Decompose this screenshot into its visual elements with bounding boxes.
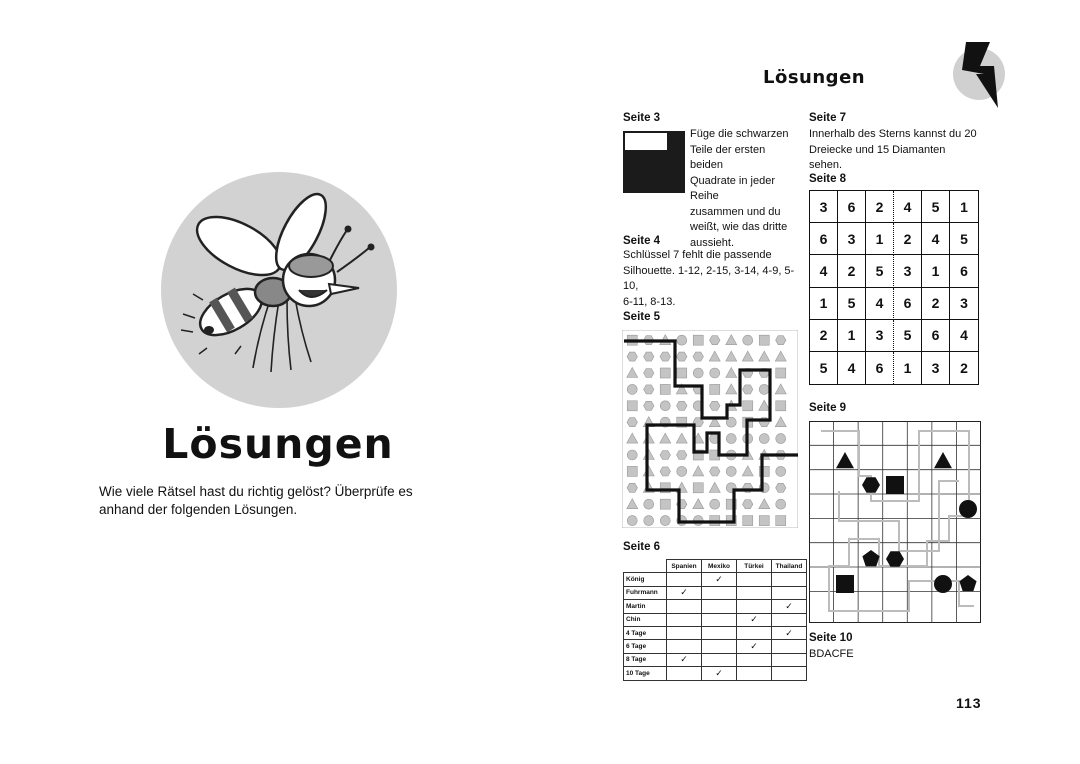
logic-row-label: Chin	[624, 613, 667, 626]
sudoku-cell: 4	[894, 191, 922, 223]
seite5-maze	[622, 330, 798, 528]
sudoku-cell: 6	[922, 320, 950, 352]
logic-cell	[667, 667, 702, 680]
sudoku-cell: 4	[838, 352, 866, 384]
logic-cell	[667, 640, 702, 653]
logic-cell	[772, 586, 807, 599]
logic-row	[624, 613, 807, 626]
logic-row	[624, 586, 807, 599]
sudoku-cell: 4	[810, 255, 838, 287]
page-number: 113	[956, 695, 982, 711]
seite9-heading: Seite 9	[809, 402, 847, 414]
logic-cell	[667, 626, 702, 639]
seite3-square-figure	[623, 131, 685, 193]
sudoku-cell: 5	[894, 320, 922, 352]
sudoku-cell: 4	[922, 223, 950, 255]
logic-col-header: Thailand	[772, 560, 807, 573]
seite3-heading: Seite 3	[623, 112, 661, 124]
sudoku-cell: 6	[950, 255, 978, 287]
circle-shape	[959, 500, 977, 518]
lightning-icon	[958, 40, 1008, 110]
page-title: Lösungen	[162, 420, 394, 468]
seite9-shape-grid	[809, 421, 981, 623]
check-mark: ✓	[702, 573, 737, 586]
sudoku-cell: 3	[866, 320, 894, 352]
circle-shape	[934, 575, 952, 593]
sudoku-cell: 3	[838, 223, 866, 255]
logic-row-label: 8 Tage	[624, 653, 667, 666]
sudoku-cell: 1	[810, 288, 838, 320]
logic-cell	[772, 640, 807, 653]
logic-cell	[702, 626, 737, 639]
check-mark: ✓	[737, 640, 772, 653]
logic-row	[624, 667, 807, 680]
logic-col-header: Mexiko	[702, 560, 737, 573]
mosquito-illustration	[161, 172, 401, 412]
sudoku-cell: 5	[838, 288, 866, 320]
logic-cell	[737, 600, 772, 613]
logic-row-label: 4 Tage	[624, 626, 667, 639]
sudoku-cell: 1	[950, 191, 978, 223]
check-mark: ✓	[702, 667, 737, 680]
logic-col-header: Türkei	[737, 560, 772, 573]
section-title: Lösungen	[763, 67, 866, 88]
logic-cell	[772, 653, 807, 666]
sudoku-cell: 2	[838, 255, 866, 287]
sudoku-cell: 3	[810, 191, 838, 223]
sudoku-cell: 6	[838, 191, 866, 223]
logic-cell	[702, 586, 737, 599]
seite8-heading: Seite 8	[809, 173, 847, 185]
logic-cell	[702, 653, 737, 666]
intro-text: Wie viele Rätsel hast du richtig gelöst? Überprüfe es anhand der folgenden Lösungen.	[99, 484, 413, 517]
logic-row-label: Fuhrmann	[624, 586, 667, 599]
seite6-heading: Seite 6	[623, 541, 661, 553]
logic-cell	[772, 573, 807, 586]
sudoku-cell: 3	[894, 255, 922, 287]
sudoku-cell: 4	[866, 288, 894, 320]
sudoku-cell: 6	[810, 223, 838, 255]
seite4-text: Schlüssel 7 fehlt die passende Silhouette. 1-12, 2-15, 3-14, 4-9, 5-10, 6-11, 8-13.	[623, 249, 795, 308]
logic-cell	[737, 667, 772, 680]
logic-cell	[667, 600, 702, 613]
seite3-text: Füge die schwarzen Teile der ersten beiden Quadrate in jeder Reihe zusammen und du weißt, wie das dritte aussieht.	[690, 128, 789, 249]
logic-row	[624, 640, 807, 653]
logic-cell	[772, 613, 807, 626]
sudoku-cell: 5	[922, 191, 950, 223]
sudoku-cell: 3	[922, 352, 950, 384]
logic-cell	[737, 626, 772, 639]
seite6-logic-table	[623, 559, 807, 681]
sudoku-cell: 3	[950, 288, 978, 320]
seite5-heading: Seite 5	[623, 311, 661, 323]
logic-row-label: 10 Tage	[624, 667, 667, 680]
sudoku-cell: 2	[894, 223, 922, 255]
sudoku-cell: 5	[866, 255, 894, 287]
sudoku-cell: 4	[950, 320, 978, 352]
sudoku-cell: 5	[810, 352, 838, 384]
logic-row	[624, 600, 807, 613]
sudoku-cell: 5	[950, 223, 978, 255]
logic-header-row	[624, 560, 807, 573]
sudoku-cell: 2	[922, 288, 950, 320]
logic-cell	[737, 653, 772, 666]
seite8-sudoku-grid	[809, 190, 979, 385]
logic-cell	[737, 573, 772, 586]
sudoku-cell: 2	[810, 320, 838, 352]
logic-cell	[702, 613, 737, 626]
logic-cell	[702, 640, 737, 653]
seite10-answer: BDACFE	[809, 648, 854, 660]
logic-row	[624, 573, 807, 586]
seite10-heading: Seite 10	[809, 632, 853, 644]
sudoku-cell: 2	[960, 359, 968, 376]
check-mark: ✓	[667, 653, 702, 666]
sudoku-cell: 1	[838, 320, 866, 352]
logic-row	[624, 653, 807, 666]
logic-cell	[737, 586, 772, 599]
logic-cell	[667, 613, 702, 626]
square-shape	[886, 476, 904, 494]
logic-corner	[624, 560, 667, 573]
check-mark: ✓	[667, 586, 702, 599]
logic-row-label: König	[624, 573, 667, 586]
sudoku-cell: 6	[894, 288, 922, 320]
logic-cell	[772, 667, 807, 680]
check-mark: ✓	[772, 626, 807, 639]
seite7-text: Innerhalb des Sterns kannst du 20 Dreiecke und 15 Diamanten sehen.	[809, 128, 977, 171]
logic-col-header: Spanien	[667, 560, 702, 573]
sudoku-cell: 2	[866, 191, 894, 223]
logic-row-label: 6 Tage	[624, 640, 667, 653]
seite7-heading: Seite 7	[809, 112, 847, 124]
check-mark: ✓	[737, 613, 772, 626]
logic-row	[624, 626, 807, 639]
sudoku-cell: 1	[866, 223, 894, 255]
sudoku-cell: 6	[866, 352, 894, 384]
check-mark: ✓	[772, 600, 807, 613]
square-shape	[836, 575, 854, 593]
logic-cell	[667, 573, 702, 586]
logic-cell	[702, 600, 737, 613]
seite4-heading: Seite 4	[623, 235, 661, 247]
sudoku-cell: 1	[894, 352, 922, 384]
logic-row-label: Martin	[624, 600, 667, 613]
sudoku-cell: 1	[922, 255, 950, 287]
